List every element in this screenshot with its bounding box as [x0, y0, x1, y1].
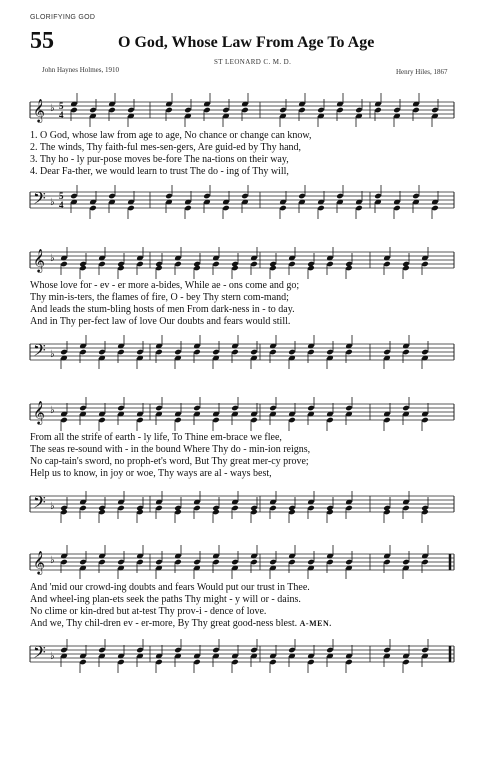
- time-signature-bottom: 4: [59, 200, 64, 210]
- lyric-line: 2. The winds, Thy faith-ful mes-sen-gers, Are guid-ed by Thy hand,: [30, 142, 302, 153]
- bass-staff: [30, 488, 454, 528]
- lyrics-block: [30, 582, 454, 630]
- tune-name: ST LEONARD C. M. D.: [214, 58, 292, 66]
- lyric-line: No clime or kin-dred but at-test Thy prov-i - dence of love.: [30, 606, 267, 617]
- bass-clef-icon: 𝄢: [33, 642, 46, 666]
- amen-label: A-MEN.: [299, 619, 332, 628]
- music-system-4: [30, 540, 454, 690]
- treble-staff: [30, 244, 454, 284]
- treble-staff: [30, 94, 454, 134]
- flat-icon: ♭: [50, 651, 55, 662]
- treble-clef-icon: 𝄞: [33, 550, 45, 574]
- lyric-line: Thy min-is-ters, the flames of fire, O - bey Thy stern com-mand;: [30, 292, 289, 303]
- hymn-title: O God, Whose Law From Age To Age: [118, 34, 375, 51]
- lyric-line: Whose love for - ev - er more a-bides, While ae - ons come and go;: [30, 280, 300, 291]
- music-system-3: [30, 392, 454, 532]
- lyrics-block: [30, 130, 454, 178]
- treble-clef-icon: 𝄞: [33, 400, 45, 424]
- lyrics-block: [30, 432, 454, 480]
- lyric-line: 1. O God, whose law from age to age, No chance or change can know,: [30, 130, 312, 141]
- author-credit: John Haynes Holmes, 1910: [42, 66, 119, 74]
- treble-clef-icon: 𝄞: [33, 248, 45, 272]
- flat-icon: ♭: [50, 501, 55, 512]
- lyric-line: And wheel-ing plan-ets seek the paths Thy might - y will or - dains.: [30, 594, 301, 605]
- lyric-line: 3. Thy ho - ly pur-pose moves be-fore The na-tions on their way,: [30, 154, 289, 165]
- bass-staff: [30, 638, 454, 678]
- flat-icon: ♭: [50, 555, 55, 566]
- lyric-line: From all the strife of earth - ly life, To Thine em-brace we flee,: [30, 432, 282, 443]
- lyric-line: And in Thy per-fect law of love Our doubts and fears would still.: [30, 316, 291, 327]
- time-signature-top: 5: [59, 191, 64, 201]
- lyric-text: And we, Thy chil-dren ev - er-more, By Thy great good-ness blest.: [30, 618, 298, 629]
- flat-icon: ♭: [50, 349, 55, 360]
- time-signature-top: 5: [59, 101, 64, 111]
- lyric-line: And leads the stum-bling hosts of men From dark-ness in - to day.: [30, 304, 295, 315]
- treble-staff: [30, 396, 454, 436]
- flat-icon: ♭: [50, 253, 55, 264]
- treble-clef-icon: 𝄞: [33, 98, 45, 122]
- bass-staff: [30, 336, 454, 376]
- flat-icon: ♭: [50, 197, 55, 208]
- lyric-line: The seas re-sound with - in the bound Where Thy do - min-ion reigns,: [30, 444, 311, 455]
- lyrics-block: [30, 280, 454, 328]
- bass-clef-icon: 𝄢: [33, 492, 46, 516]
- music-system-1: [30, 84, 454, 224]
- lyric-line: 4. Dear Fa-ther, we would learn to trust The do - ing of Thy will,: [30, 166, 289, 177]
- composer-credit: Henry Hiles, 1867: [396, 68, 448, 76]
- music-system-2: [30, 240, 454, 380]
- flat-icon: ♭: [50, 103, 55, 114]
- treble-staff: [30, 546, 454, 586]
- bass-clef-icon: 𝄢: [33, 188, 46, 212]
- lyric-line: [30, 618, 454, 630]
- lyric-line: Help us to know, in joy or woe, Thy ways are al - ways best,: [30, 468, 272, 479]
- bass-staff: [30, 184, 454, 224]
- time-signature-bottom: 4: [59, 110, 64, 120]
- bass-clef-icon: 𝄢: [33, 340, 46, 364]
- flat-icon: ♭: [50, 405, 55, 416]
- hymn-number: 55: [30, 28, 54, 54]
- lyric-line: No cap-tain's sword, no proph-et's word, But Thy great mer-cy prove;: [30, 456, 309, 467]
- lyric-line: And 'mid our crowd-ing doubts and fears Would put our trust in Thee.: [30, 582, 310, 593]
- section-header: GLORIFYING GOD: [30, 14, 96, 21]
